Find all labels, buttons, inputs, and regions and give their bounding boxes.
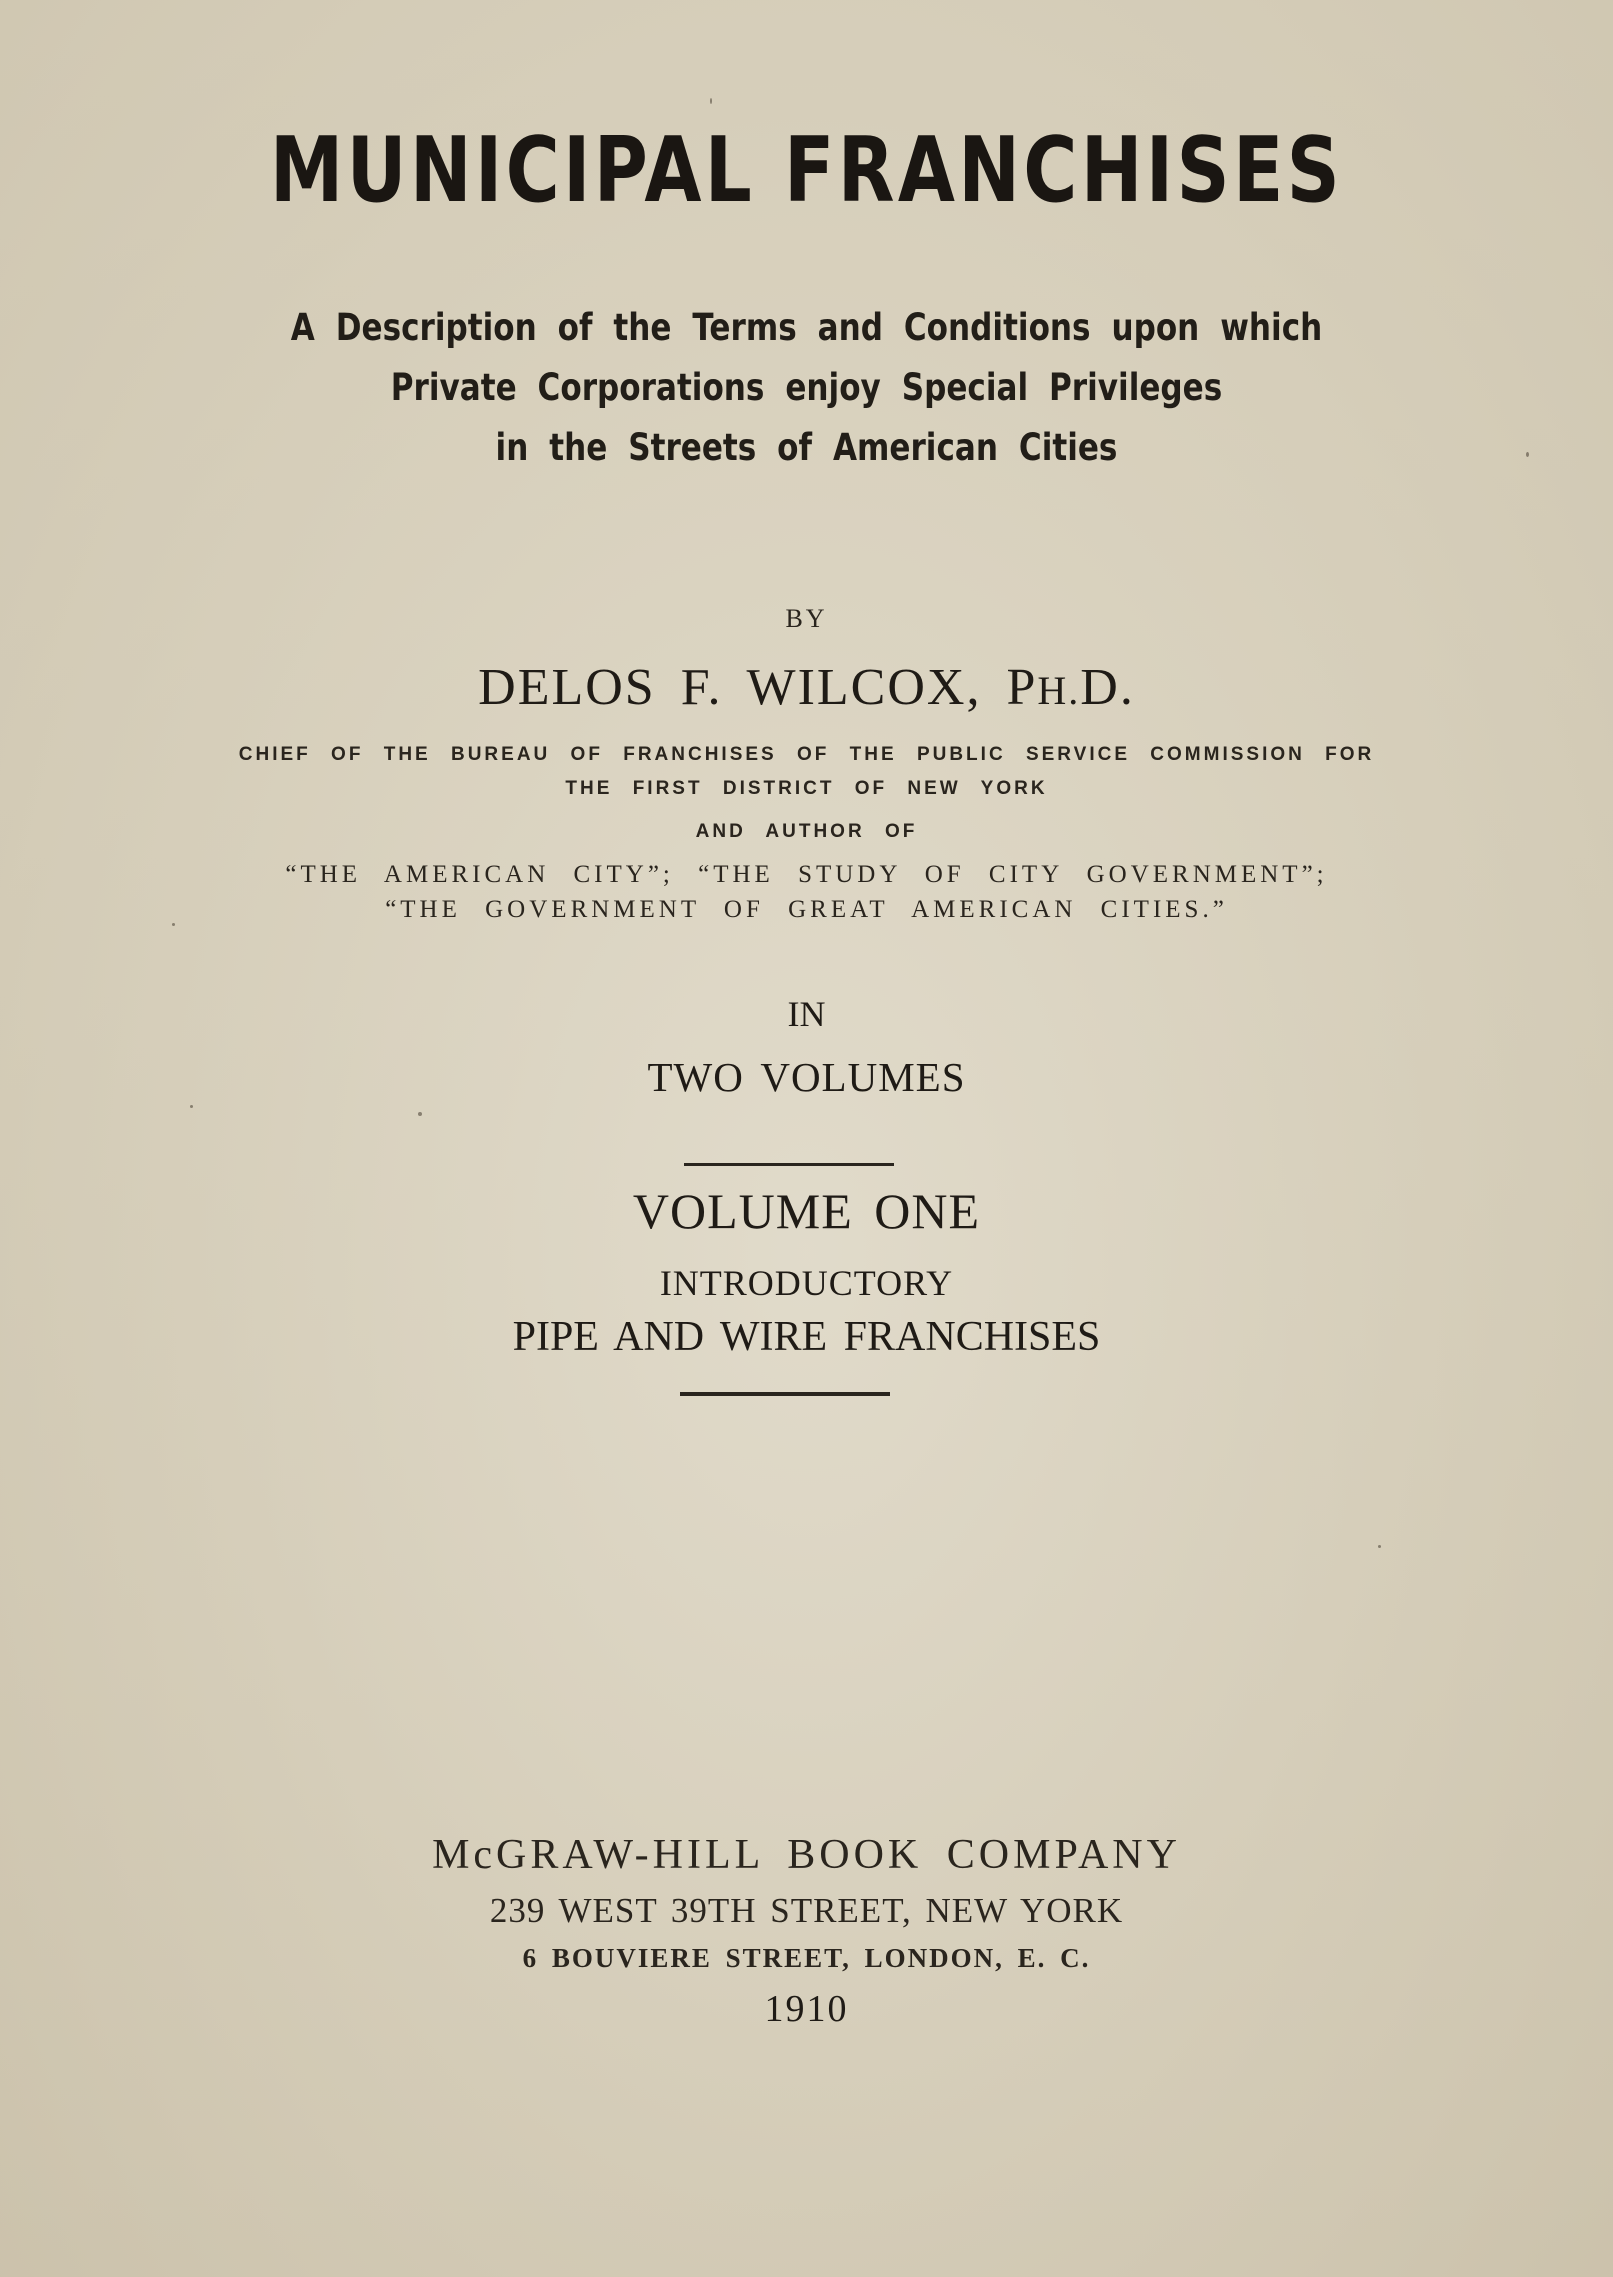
book-title: MUNICIPAL FRANCHISES [269, 118, 1344, 223]
author-name: DELOS F. WILCOX, [478, 659, 982, 716]
volume-part-1: INTRODUCTORY [659, 1263, 954, 1303]
subtitle-line-3: in the Streets of American Cities [495, 426, 1118, 469]
by-label: BY [785, 604, 828, 633]
author-also-label: AND AUTHOR OF [695, 821, 918, 842]
author-degree: PH.D. [1006, 659, 1135, 716]
publication-year: 1910 [764, 1988, 849, 2030]
volume-title: VOLUME ONE [632, 1183, 981, 1239]
publisher-name: McGRAW-HILL BOOK COMPANY [432, 1832, 1181, 1878]
author-works-line-2: “THE GOVERNMENT OF GREAT AMERICAN CITIES.” [385, 896, 1228, 923]
volumes-label: TWO VOLUMES [647, 1054, 966, 1100]
author-works-line-1: “THE AMERICAN CITY”; “THE STUDY OF CITY GOVERNMENT”; [285, 861, 1328, 888]
author-position-line-1: CHIEF OF THE BUREAU OF FRANCHISES OF THE PUBLIC SERVICE COMMISSION FOR [238, 744, 1375, 765]
in-label: IN [787, 994, 826, 1034]
rule-divider-bottom [680, 1392, 890, 1396]
paper-speck [710, 98, 712, 104]
paper-speck [1526, 452, 1529, 457]
subtitle-line-2: Private Corporations enjoy Special Privileges [390, 366, 1223, 409]
author-position-line-2: THE FIRST DISTRICT OF NEW YORK [565, 778, 1048, 799]
paper-speck [1378, 1545, 1381, 1548]
paper-speck [418, 1112, 422, 1116]
publisher-address-1: 239 WEST 39TH STREET, NEW YORK [489, 1891, 1124, 1930]
paper-speck [172, 923, 175, 926]
volume-part-2: PIPE AND WIRE FRANCHISES [512, 1314, 1101, 1360]
publisher-address-2: 6 BOUVIERE STREET, LONDON, E. C. [522, 1943, 1091, 1973]
paper-speck [190, 1105, 193, 1108]
rule-divider-top [684, 1163, 894, 1166]
subtitle-line-1: A Description of the Terms and Conditions upon which [290, 306, 1323, 349]
author-line [0, 658, 1613, 717]
